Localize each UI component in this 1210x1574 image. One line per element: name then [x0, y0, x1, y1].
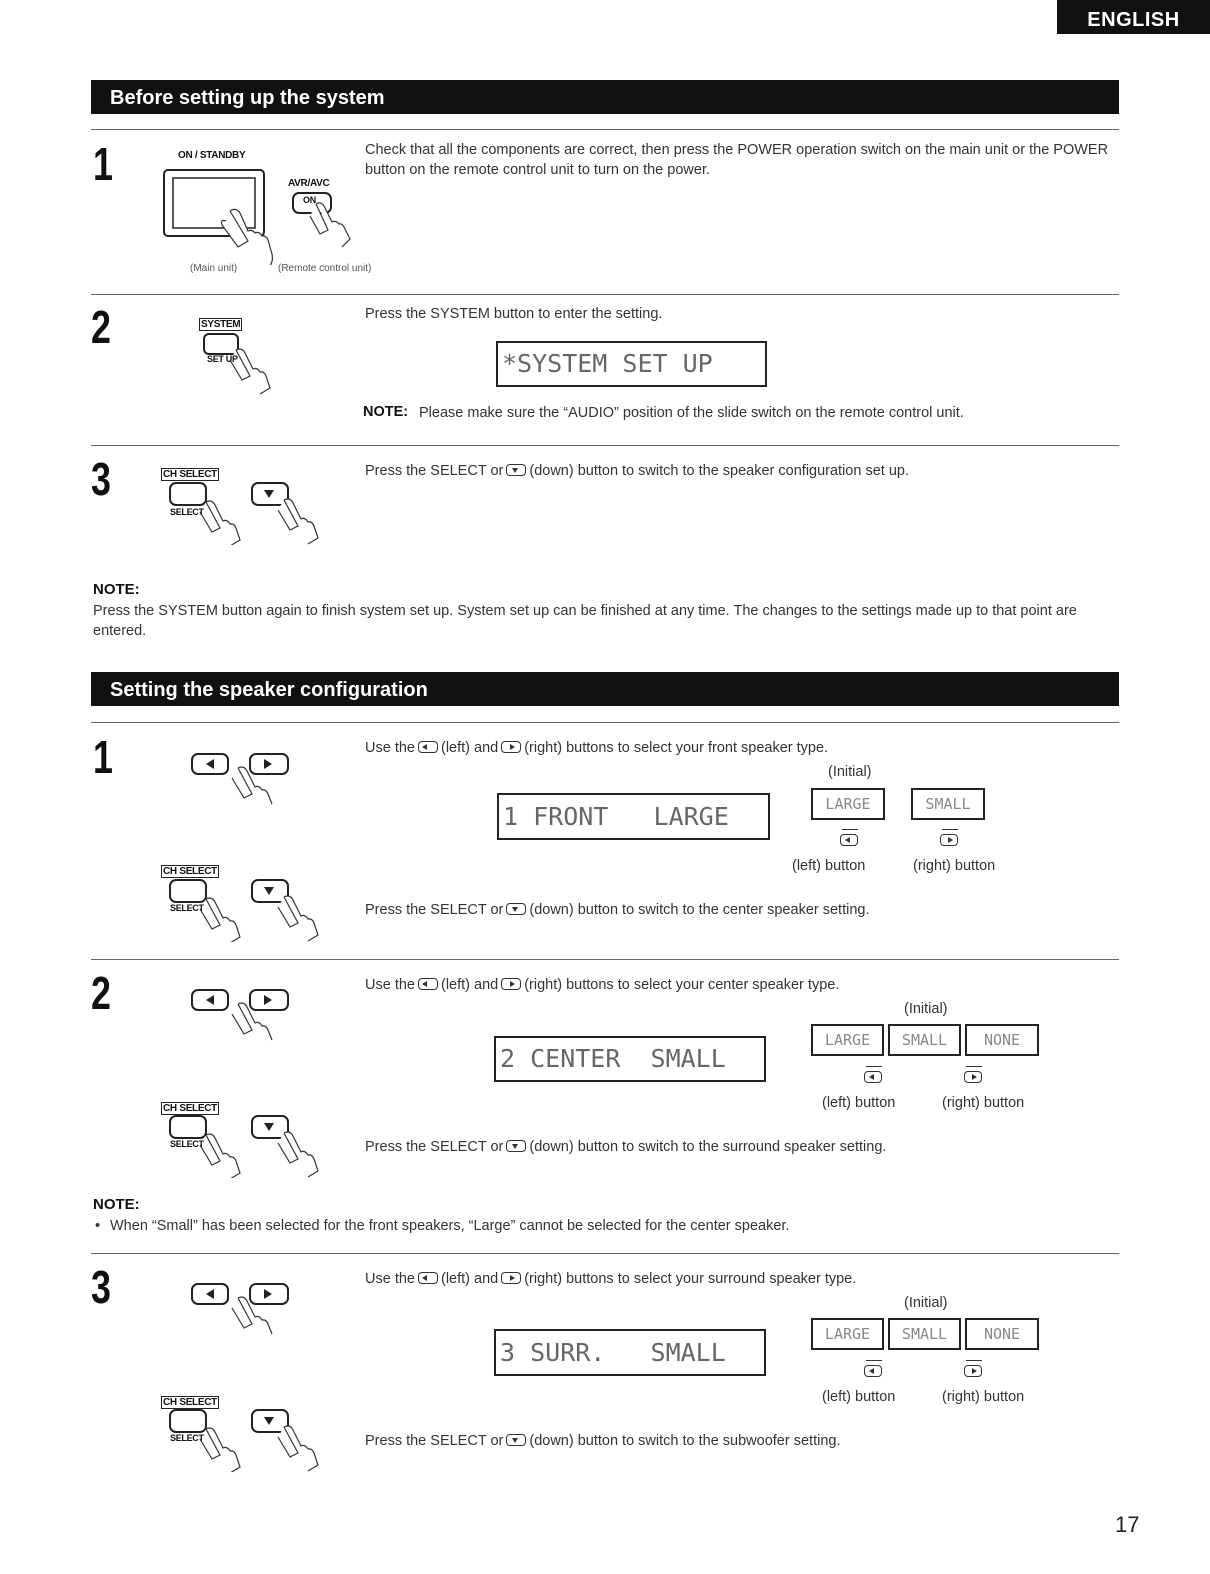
divider [91, 959, 1119, 960]
remote-on-button-illustration [290, 190, 370, 250]
step-text: Use the (left) and (right) buttons to select your surround speaker type. [365, 1271, 857, 1287]
ch-select-label: CH SELECT [163, 866, 217, 877]
divider [91, 722, 1119, 723]
left-button-icon [840, 834, 858, 846]
step-text: Use the (left) and (right) buttons to select your front speaker type. [365, 740, 829, 756]
remote-unit-caption: (Remote control unit) [278, 263, 372, 274]
select-label: SELECT [170, 903, 204, 913]
left-button-caption: (left) button [822, 1095, 896, 1111]
lcd-display: 1 FRONT LARGE [497, 793, 770, 840]
note-text: Please make sure the “AUDIO” position of the slide switch on the remote control unit. [419, 405, 964, 421]
step-text: Use the (left) and (right) buttons to select your center speaker type. [365, 977, 840, 993]
down-button-icon [506, 1140, 526, 1152]
left-right-buttons-illustration [188, 1280, 298, 1335]
right-button-icon [501, 1272, 521, 1284]
step-number: 1 [93, 138, 113, 190]
step-number: 2 [91, 301, 111, 353]
right-button-icon [964, 1365, 982, 1377]
section-title-speaker-config: Setting the speaker configuration [91, 672, 1119, 706]
left-button-icon [418, 741, 438, 753]
select-text: Press the SELECT or (down) button to switch to the center speaker setting. [365, 902, 870, 918]
on-standby-label: ON / STANDBY [178, 150, 246, 161]
lcd-display: 3 SURR. SMALL [494, 1329, 766, 1376]
left-arrow-indicator [966, 1360, 982, 1361]
right-button-caption: (right) button [942, 1389, 1025, 1405]
right-button-caption: (right) button [942, 1095, 1025, 1111]
option-none: NONE [965, 1024, 1039, 1056]
main-unit-caption: (Main unit) [190, 263, 238, 274]
option-none: NONE [965, 1318, 1039, 1350]
left-button-icon [418, 978, 438, 990]
divider [91, 294, 1119, 295]
on-button-label: ON [303, 195, 316, 205]
option-large: LARGE [811, 788, 885, 820]
step-number: 1 [93, 731, 113, 783]
left-button-caption: (left) button [792, 858, 866, 874]
down-button-icon [506, 1434, 526, 1446]
option-small: SMALL [888, 1024, 961, 1056]
right-button-icon [501, 741, 521, 753]
initial-label: (Initial) [904, 1295, 948, 1311]
right-button-icon [501, 978, 521, 990]
step-text: Press the SYSTEM button to enter the setting. [365, 306, 663, 322]
lcd-display: *SYSTEM SET UP [496, 341, 767, 387]
system-button-label: SYSTEM [201, 319, 241, 330]
right-button-icon [940, 834, 958, 846]
left-arrow-indicator [866, 1066, 882, 1067]
left-arrow-indicator [942, 829, 958, 830]
note-label: NOTE: [363, 404, 409, 420]
divider [91, 445, 1119, 446]
left-button-icon [418, 1272, 438, 1284]
left-right-buttons-illustration [188, 750, 298, 805]
left-button-icon [864, 1365, 882, 1377]
ch-select-label: CH SELECT [163, 1397, 217, 1408]
lcd-display: 2 CENTER SMALL [494, 1036, 766, 1082]
right-button-caption: (right) button [913, 858, 996, 874]
select-label: SELECT [170, 1433, 204, 1443]
down-button-icon [506, 464, 526, 476]
divider [91, 1253, 1119, 1254]
left-arrow-indicator [842, 829, 858, 830]
language-tab: ENGLISH [1057, 0, 1210, 34]
option-large: LARGE [811, 1318, 884, 1350]
select-text: Press the SELECT or (down) button to switch to the subwoofer setting. [365, 1433, 841, 1449]
section-title-before-setup: Before setting up the system [91, 80, 1119, 114]
step-number: 3 [91, 1261, 111, 1313]
left-arrow-indicator [966, 1066, 982, 1067]
step-number: 2 [91, 967, 111, 1019]
option-small: SMALL [888, 1318, 961, 1350]
select-label: SELECT [170, 507, 204, 517]
down-button-icon [506, 903, 526, 915]
note-bullet: • [95, 1218, 101, 1234]
initial-label: (Initial) [904, 1001, 948, 1017]
step-number: 3 [91, 453, 111, 505]
left-arrow-indicator [866, 1360, 882, 1361]
setup-label: SET UP [207, 354, 238, 364]
option-large: LARGE [811, 1024, 884, 1056]
note-label: NOTE: [93, 581, 140, 598]
initial-label: (Initial) [828, 764, 872, 780]
ch-select-label: CH SELECT [163, 1103, 217, 1114]
step-text: Check that all the components are correct, then press the POWER operation switch on the main unit or the POWER button on the remote control unit to turn on the power. [365, 142, 1109, 178]
select-label: SELECT [170, 1139, 204, 1149]
right-button-icon [964, 1071, 982, 1083]
ch-select-label: CH SELECT [163, 469, 217, 480]
left-button-icon [864, 1071, 882, 1083]
option-small: SMALL [911, 788, 985, 820]
left-right-buttons-illustration [188, 986, 298, 1041]
avr-avc-label: AVR/AVC [288, 178, 330, 189]
note-text: When “Small” has been selected for the front speakers, “Large” cannot be selected for the center speaker. [110, 1218, 790, 1234]
page-number: 17 [1115, 1512, 1140, 1537]
note-text: Press the SYSTEM button again to finish system set up. System set up can be finished at any time. The changes to the settings made up to that point are entered. [93, 603, 1077, 639]
divider [91, 129, 1119, 130]
left-button-caption: (left) button [822, 1389, 896, 1405]
step-text: Press the SELECT or (down) button to switch to the speaker configuration set up. [365, 463, 909, 479]
select-text: Press the SELECT or (down) button to switch to the surround speaker setting. [365, 1139, 887, 1155]
note-label: NOTE: [93, 1196, 140, 1213]
